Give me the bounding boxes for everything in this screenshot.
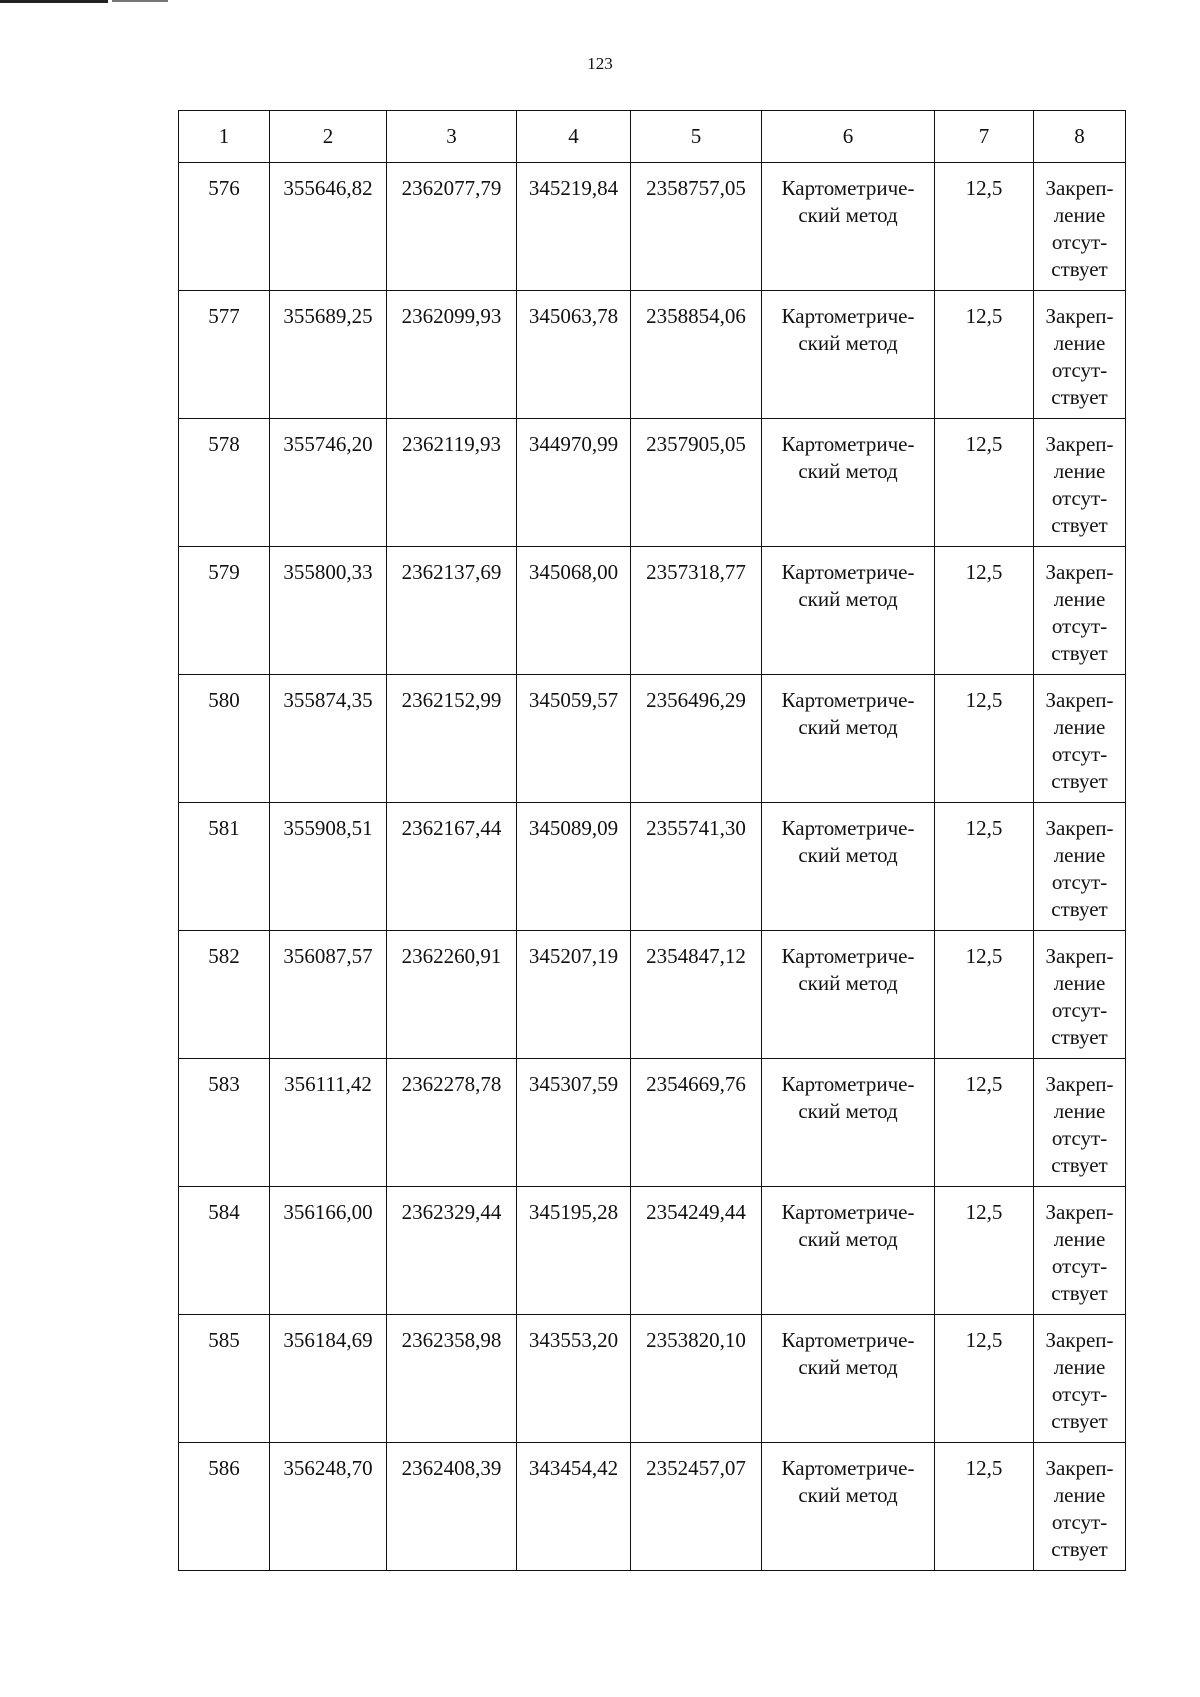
coord-cell: 345207,19 [517, 931, 631, 1059]
method-cell [762, 1443, 935, 1571]
point-number-cell: 581 [179, 803, 270, 931]
table-row [179, 1187, 1126, 1315]
accuracy-cell: 12,5 [935, 163, 1034, 291]
accuracy-cell: 12,5 [935, 419, 1034, 547]
column-header: 5 [631, 111, 762, 163]
coord-cell: 2357318,77 [631, 547, 762, 675]
fixation-cell [1034, 1059, 1126, 1187]
point-number-cell: 577 [179, 291, 270, 419]
coordinates-table [178, 110, 1126, 1571]
accuracy-cell: 12,5 [935, 547, 1034, 675]
coord-cell: 345063,78 [517, 291, 631, 419]
coord-cell: 2362329,44 [387, 1187, 517, 1315]
coord-cell: 355689,25 [270, 291, 387, 419]
point-number-cell: 584 [179, 1187, 270, 1315]
method-text: Картометриче- ский метод [781, 816, 915, 867]
table-row [179, 931, 1126, 1059]
coord-cell: 345068,00 [517, 547, 631, 675]
fixation-cell [1034, 291, 1126, 419]
coord-cell: 2362358,98 [387, 1315, 517, 1443]
point-number-cell: 578 [179, 419, 270, 547]
method-cell [762, 803, 935, 931]
coord-cell: 2354847,12 [631, 931, 762, 1059]
coord-cell: 355646,82 [270, 163, 387, 291]
fixation-text: Закреп- ление отсут- ствует [1045, 176, 1114, 281]
column-header: 1 [179, 111, 270, 163]
method-cell [762, 419, 935, 547]
method-text: Картометриче- ский метод [781, 1072, 915, 1123]
table-row [179, 675, 1126, 803]
table-row [179, 1315, 1126, 1443]
coord-cell: 2357905,05 [631, 419, 762, 547]
method-text: Картометриче- ский метод [781, 304, 915, 355]
accuracy-cell: 12,5 [935, 291, 1034, 419]
accuracy-cell: 12,5 [935, 931, 1034, 1059]
coord-cell: 356184,69 [270, 1315, 387, 1443]
column-header: 3 [387, 111, 517, 163]
table-row [179, 291, 1126, 419]
coord-cell: 356111,42 [270, 1059, 387, 1187]
scan-edge-mark-secondary [112, 0, 168, 2]
accuracy-cell: 12,5 [935, 1443, 1034, 1571]
coord-cell: 2362152,99 [387, 675, 517, 803]
method-text: Картометриче- ский метод [781, 176, 915, 227]
method-text: Картометриче- ский метод [781, 1328, 915, 1379]
point-number-cell: 579 [179, 547, 270, 675]
coord-cell: 2362260,91 [387, 931, 517, 1059]
coord-cell: 2362119,93 [387, 419, 517, 547]
point-number-cell: 580 [179, 675, 270, 803]
page-number: 123 [587, 54, 613, 73]
method-text: Картометриче- ский метод [781, 1200, 915, 1251]
coord-cell: 2353820,10 [631, 1315, 762, 1443]
table-row [179, 1059, 1126, 1187]
fixation-text: Закреп- ление отсут- ствует [1045, 304, 1114, 409]
table-row [179, 803, 1126, 931]
fixation-text: Закреп- ление отсут- ствует [1045, 816, 1114, 921]
point-number-cell: 586 [179, 1443, 270, 1571]
table-row [179, 547, 1126, 675]
coord-cell: 2362167,44 [387, 803, 517, 931]
method-cell [762, 931, 935, 1059]
method-cell [762, 1187, 935, 1315]
accuracy-cell: 12,5 [935, 675, 1034, 803]
coord-cell: 2352457,07 [631, 1443, 762, 1571]
coord-cell: 2362077,79 [387, 163, 517, 291]
coord-cell: 2362278,78 [387, 1059, 517, 1187]
coord-cell: 356087,57 [270, 931, 387, 1059]
method-cell [762, 163, 935, 291]
coord-cell: 355908,51 [270, 803, 387, 931]
coord-cell: 356248,70 [270, 1443, 387, 1571]
coord-cell: 2358757,05 [631, 163, 762, 291]
method-text: Картометриче- ский метод [781, 560, 915, 611]
method-text: Картометриче- ский метод [781, 944, 915, 995]
fixation-cell [1034, 163, 1126, 291]
coord-cell: 343454,42 [517, 1443, 631, 1571]
coord-cell: 2356496,29 [631, 675, 762, 803]
coord-cell: 345307,59 [517, 1059, 631, 1187]
table-row [179, 419, 1126, 547]
fixation-text: Закреп- ление отсут- ствует [1045, 944, 1114, 1049]
fixation-cell [1034, 803, 1126, 931]
method-cell [762, 675, 935, 803]
coord-cell: 345195,28 [517, 1187, 631, 1315]
fixation-cell [1034, 547, 1126, 675]
fixation-cell [1034, 931, 1126, 1059]
fixation-text: Закреп- ление отсут- ствует [1045, 688, 1114, 793]
table-row [179, 1443, 1126, 1571]
coord-cell: 2362099,93 [387, 291, 517, 419]
point-number-cell: 576 [179, 163, 270, 291]
point-number-cell: 583 [179, 1059, 270, 1187]
method-cell [762, 1315, 935, 1443]
accuracy-cell: 12,5 [935, 1059, 1034, 1187]
fixation-text: Закреп- ление отсут- ствует [1045, 1072, 1114, 1177]
column-header: 6 [762, 111, 935, 163]
scan-edge-mark [0, 0, 108, 3]
coord-cell: 355746,20 [270, 419, 387, 547]
coord-cell: 2354669,76 [631, 1059, 762, 1187]
method-text: Картометриче- ский метод [781, 432, 915, 483]
method-cell [762, 547, 935, 675]
fixation-text: Закреп- ление отсут- ствует [1045, 1200, 1114, 1305]
coord-cell: 345089,09 [517, 803, 631, 931]
fixation-cell [1034, 1443, 1126, 1571]
fixation-cell [1034, 1315, 1126, 1443]
accuracy-cell: 12,5 [935, 803, 1034, 931]
fixation-text: Закреп- ление отсут- ствует [1045, 432, 1114, 537]
column-header: 2 [270, 111, 387, 163]
fixation-text: Закреп- ление отсут- ствует [1045, 1456, 1114, 1561]
column-header: 7 [935, 111, 1034, 163]
coord-cell: 2358854,06 [631, 291, 762, 419]
coord-cell: 356166,00 [270, 1187, 387, 1315]
coord-cell: 2354249,44 [631, 1187, 762, 1315]
fixation-cell [1034, 675, 1126, 803]
table-row [179, 163, 1126, 291]
point-number-cell: 585 [179, 1315, 270, 1443]
coord-cell: 355800,33 [270, 547, 387, 675]
coord-cell: 345059,57 [517, 675, 631, 803]
method-cell [762, 1059, 935, 1187]
fixation-cell [1034, 1187, 1126, 1315]
coord-cell: 345219,84 [517, 163, 631, 291]
fixation-text: Закреп- ление отсут- ствует [1045, 1328, 1114, 1433]
coord-cell: 2362408,39 [387, 1443, 517, 1571]
coord-cell: 2355741,30 [631, 803, 762, 931]
coord-cell: 343553,20 [517, 1315, 631, 1443]
accuracy-cell: 12,5 [935, 1187, 1034, 1315]
method-text: Картометриче- ский метод [781, 688, 915, 739]
coord-cell: 355874,35 [270, 675, 387, 803]
method-text: Картометриче- ский метод [781, 1456, 915, 1507]
fixation-text: Закреп- ление отсут- ствует [1045, 560, 1114, 665]
column-header: 4 [517, 111, 631, 163]
column-header: 8 [1034, 111, 1126, 163]
coord-cell: 344970,99 [517, 419, 631, 547]
method-cell [762, 291, 935, 419]
coord-cell: 2362137,69 [387, 547, 517, 675]
point-number-cell: 582 [179, 931, 270, 1059]
fixation-cell [1034, 419, 1126, 547]
accuracy-cell: 12,5 [935, 1315, 1034, 1443]
header-row [179, 111, 1126, 163]
